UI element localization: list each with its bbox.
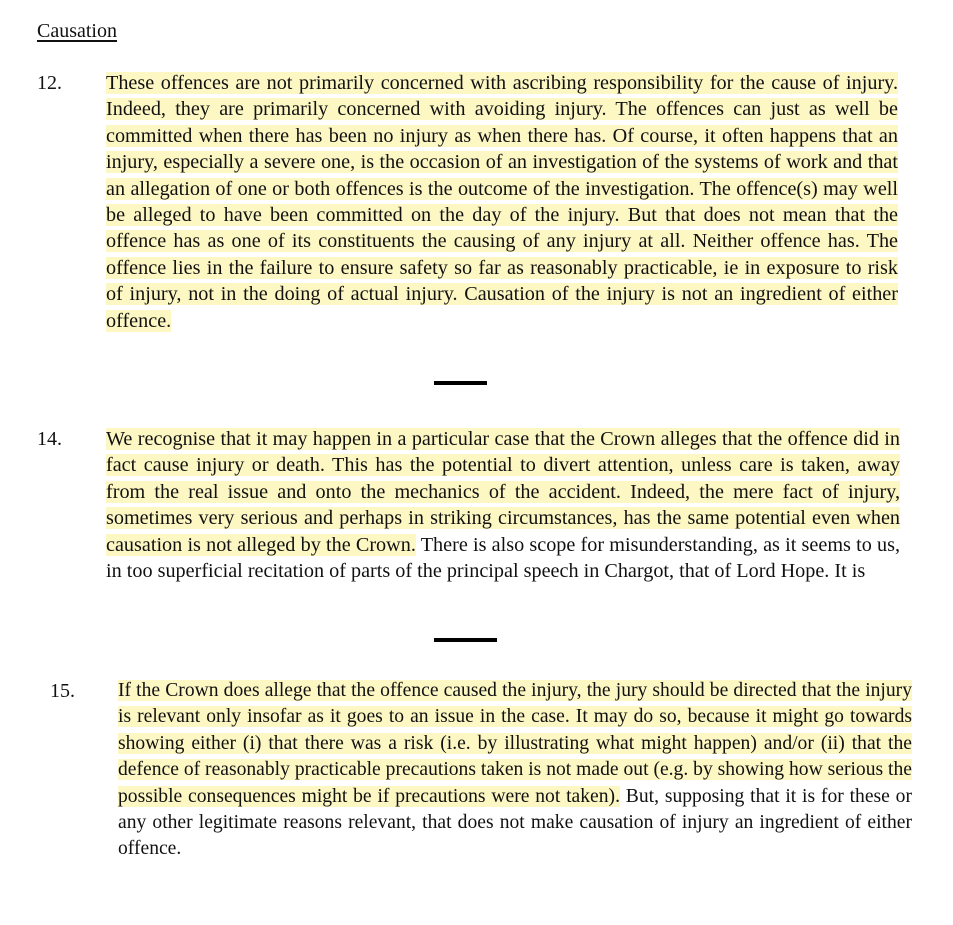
- paragraph-14-clip: [106, 426, 900, 594]
- section-heading: Causation: [37, 20, 117, 42]
- highlighted-text: If the Crown does allege that the offence caused the injury, the jury should be directed that the injury is relevant only insofar as it goes to an issue in the case. It may do so, because it might go towards showing either (i) that there was a risk (i.e. by illustrating what might happen) and/or (ii) that the defence of reasonably practicable precautions taken is not made out (e.g. by showing how serious the possible consequences might be if precautions were not taken).: [118, 680, 912, 807]
- paragraph-number-15: 15.: [50, 680, 75, 702]
- paragraph-14: [106, 426, 900, 584]
- separator-rule: [434, 381, 487, 385]
- paragraph-number-12: 12.: [37, 72, 62, 94]
- separator-rule: [434, 638, 497, 642]
- paragraph-12: [106, 70, 898, 334]
- highlighted-text: We recognise that it may happen in a particular case that the Crown alleges that the offence did in fact cause injury or death. This has the potential to divert attention, unless care is taken, away from the real issue and onto the mechanics of the accident. Indeed, the mere fact of injury, sometimes very serious and perhaps in striking circumstances, has the same potential even when causation is not alleged by the Crown.: [106, 428, 900, 556]
- plain-text: But, supposing that it is for these or any other legitimate reasons relevant, that does not make causation of injury an ingredient of either offence.: [118, 785, 913, 860]
- paragraph-15: [118, 678, 912, 863]
- plain-text: There is also scope for misunderstanding, as it seems to us, in too superficial recitation of parts of the principal speech in Chargot, that of Lord Hope. It is: [106, 533, 900, 583]
- paragraph-number-14: 14.: [37, 428, 62, 450]
- highlighted-text: These offences are not primarily concerned with ascribing responsibility for the cause of injury. Indeed, they are primarily concerned with avoiding injury. The offences can just as well be committed when there has been no injury as when there has. Of course, it often happens that an injury, especially a severe one, is the occasion of an investigation of the systems of work and that an allegation of one or both offences is the outcome of the investigation. The offence(s) may well be alleged to have been committed on the day of the injury. But that does not mean that the offence has as one of its constituents the causing of any injury at all. Neither offence has. The offence lies in the failure to ensure safety so far as reasonably practicable, ie in exposure to risk of injury, not in the doing of actual injury. Causation of the injury is not an ingredient of either offence.: [106, 72, 898, 332]
